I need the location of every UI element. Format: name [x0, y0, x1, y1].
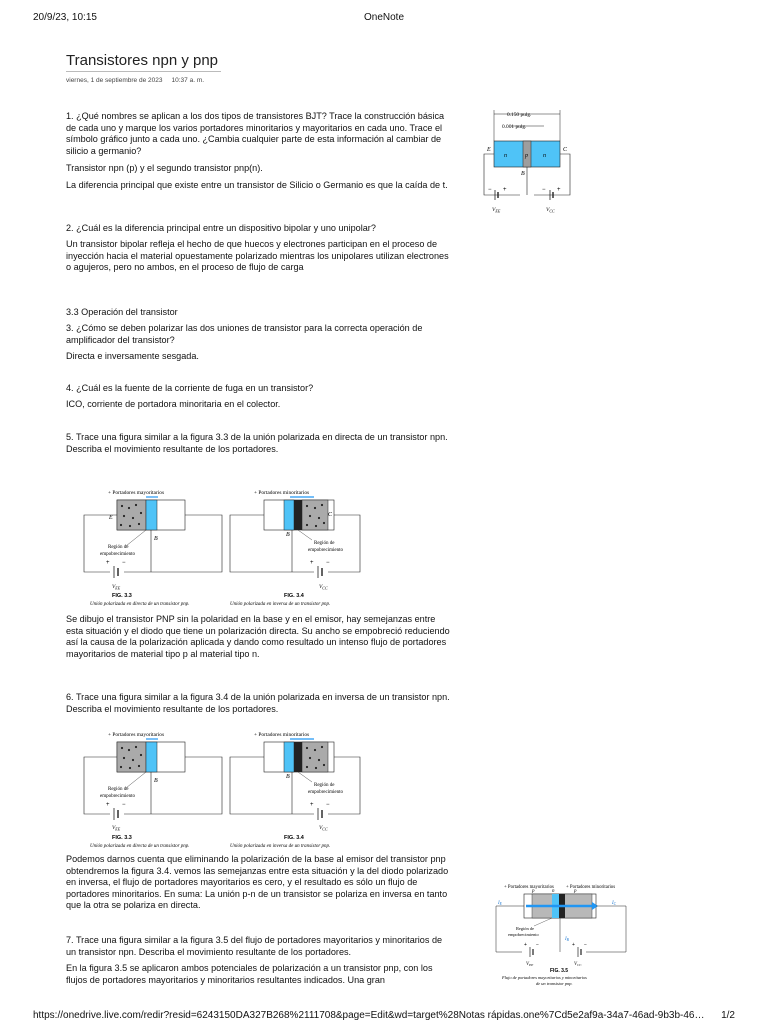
fig35-ie: $I_E$	[498, 901, 502, 907]
question-4: 4. ¿Cuál es la fuente de la corriente de fuga en un transistor?	[66, 383, 314, 393]
question-5: 5. Trace una figura similar a la figura 3.3 de la unión polarizada en directa de un transistor npn. Describa el movimiento resultante de los portadores.	[66, 432, 448, 454]
answer-4: ICO, corriente de portadora minoritaria en el colector.	[66, 399, 281, 409]
print-header	[33, 12, 735, 26]
fig33-caption: Unión polarizada en directa de un transistor pnp.	[90, 602, 190, 607]
collector-type: n	[543, 153, 546, 159]
answer-3: Directa e inversamente sesgada.	[66, 351, 199, 361]
fig33-depletion-2: empobrecimiento	[100, 552, 135, 557]
fig33-plus: +	[106, 802, 110, 808]
fig33-depletion-1: Región de	[108, 545, 129, 550]
dim-label-total: 0.150 pulg.	[507, 112, 532, 118]
fig35-vcc: $V_{CC}$	[574, 962, 582, 968]
fig33-vee: $V_{EE}$	[112, 584, 121, 591]
emitter-type: n	[504, 153, 507, 159]
fig34-plus: +	[310, 802, 314, 808]
dim-label-base: 0.001 pulg.	[502, 124, 527, 130]
fig34-plus: +	[310, 560, 314, 566]
base-type: p	[525, 153, 528, 159]
fig35-depletion-1: Región de	[516, 926, 534, 931]
fig35-vee: $V_{EE}$	[526, 962, 534, 968]
fig-3-4-diagram-repeat	[230, 732, 360, 849]
fig34-collector: C	[328, 512, 333, 518]
print-url: https://onedrive.live.com/redir?resid=6243150DA327B268%2111708&page=Edit&wd=target%28Notas rápidas.one%7Cd5e2af9a-34a7-46ad-9b3b-46…	[33, 1010, 705, 1021]
fig34-number: FIG. 3.4	[284, 835, 304, 841]
transistor-construction-figure	[478, 105, 576, 217]
fig34-depletion-1: Región de	[314, 783, 335, 788]
vcc-label: $V_{CC}$	[546, 207, 555, 214]
fig35-caption-2: de un transistor pnp.	[536, 981, 573, 986]
minority-carriers-label: + Portadores minoritarios	[254, 732, 310, 738]
title-underline	[66, 71, 221, 72]
fig35-majority-label: + Portadores mayoritarios	[504, 885, 554, 890]
page-timestamp	[66, 77, 204, 84]
fig33-plus: +	[106, 560, 110, 566]
question-2: 2. ¿Cuál es la diferencia principal entre un dispositivo bipolar y uno unipolar?	[66, 223, 376, 233]
answer-2: Un transistor bipolar refleja el hecho de que huecos y electrones participan en el proceso de inyección hacia el material opuestamente polarizado mientras los unipolares utilizan electrones o agujeros, pero no ambos, en el proceso de flujo de carga	[66, 239, 449, 273]
fig34-minus: −	[326, 560, 330, 566]
fig35-n: n	[552, 889, 555, 894]
fig35-caption-1: Flujo de portadores mayoritarios y minoritarios	[502, 975, 587, 980]
answer-7: En la figura 3.5 se aplicaron ambos potenciales de polarización a un transistor pnp, con los flujos de portadores mayoritarios y minoritarios resultantes indicados. Una gran	[66, 963, 433, 985]
fig35-vee-plus: +	[524, 942, 527, 948]
print-datetime: 20/9/23, 10:15	[33, 12, 97, 23]
fig33-number: FIG. 3.3	[112, 835, 132, 841]
fig34-depletion-2: empobrecimiento	[308, 548, 343, 553]
fig35-number: FIG. 3.5	[550, 968, 569, 974]
fig33-emitter: E	[109, 515, 113, 521]
majority-carriers-label: + Portadores mayoritarios	[108, 732, 165, 738]
print-app-name: OneNote	[363, 12, 405, 23]
fig-3-5-diagram	[490, 880, 634, 988]
vee-plus: +	[503, 187, 507, 193]
section-3-3-heading: 3.3 Operación del transistor	[66, 307, 178, 317]
question-1: 1. ¿Qué nombres se aplican a los dos tipos de transistores BJT? Trace la construcción básica de cada uno y marque los varios portadores minoritarios y mayoritarios en cada uno. Trace el símbolo gráfico junto a cada uno. ¿Cambia cualquier parte de esta información al cambiar de silicio a germanio?	[66, 111, 445, 156]
fig34-vcc: $V_{CC}$	[319, 825, 328, 832]
fig-3-4-diagram	[230, 490, 360, 607]
page-date: viernes, 1 de septiembre de 2023	[66, 77, 163, 84]
answer-1a: Transistor npn (p) y el segundo transistor pnp(n).	[66, 163, 263, 173]
fig33-number: FIG. 3.3	[112, 593, 132, 599]
question-7: 7. Trace una figura similar a la figura 3.5 del flujo de portadores mayoritarios y minoritarios de un transistor npn. Describa el movimiento resultante de los portadores.	[66, 935, 443, 957]
emitter-label: E	[487, 147, 491, 153]
question-6: 6. Trace una figura similar a la figura 3.4 de la unión polarizada en inversa de un transistor npn. Describa el movimiento resultante de los portadores.	[66, 692, 450, 714]
fig33-base: B	[154, 536, 158, 542]
fig35-minority-label: + Portadores minoritarios	[566, 885, 616, 890]
question-3: 3. ¿Cómo se deben polarizar las dos uniones de transistor para la correcta operación de amplificador del transistor?	[66, 323, 423, 345]
fig33-minus: −	[122, 802, 126, 808]
fig33-caption: Unión polarizada en directa de un transistor pnp.	[90, 844, 190, 849]
fig35-ib: $I_B$	[565, 937, 569, 943]
majority-carriers-label: + Portadores mayoritarios	[108, 490, 165, 496]
vcc-minus: −	[542, 187, 546, 193]
vcc-plus: +	[557, 187, 561, 193]
fig35-vee-minus: −	[536, 942, 539, 948]
vee-label: $V_{EE}$	[492, 207, 501, 214]
page-number: 1/2	[721, 1010, 735, 1021]
fig35-depletion-2: empobrecimiento	[508, 932, 539, 937]
fig34-caption: Unión polarizada en inversa de un transistor pnp.	[230, 844, 331, 849]
answer-5: Se dibujo el transistor PNP sin la polaridad en la base y en el emisor, hay semejanzas entre esta situación y el diodo que tiene un polarización directa. Su ancho se empobreció reduciendo así la causa de la polarización aplicada y dando como resultado un intenso flujo de portadores mayoritarios de material tipo p al material tipo n.	[66, 614, 450, 659]
fig34-base: B	[286, 532, 290, 538]
answer-6: Podemos darnos cuenta que eliminando la polarización de la base al emisor del transistor pnp obtendremos la figura 3.4. vemos las semejanzas entre esta situación y la del diodo polarizado en inversa, el flujo de portadores mayoritarios es cero, y el resultado es sólo un flujo de portadores minoritarios. En suma: La unión p-n de un transistor se polariza en inversa en tanto que la otra se polariza en directa.	[66, 854, 449, 911]
fig35-vcc-plus: +	[572, 942, 575, 948]
answer-1b: La diferencia principal que existe entre un transistor de Silicio o Germanio es que la caída de t.	[66, 180, 448, 190]
fig-3-3-diagram-repeat	[84, 732, 222, 849]
fig34-caption: Unión polarizada en inversa de un transistor pnp.	[230, 602, 331, 607]
fig33-depletion-2: empobrecimiento	[100, 794, 135, 799]
fig33-base: B	[154, 778, 158, 784]
fig34-depletion-1: Región de	[314, 541, 335, 546]
page-title: Transistores npn y pnp	[66, 52, 219, 69]
figures-3-3-3-4-top	[64, 478, 366, 610]
fig34-base: B	[286, 774, 290, 780]
fig-3-3-diagram	[84, 490, 222, 607]
fig34-depletion-2: empobrecimiento	[308, 790, 343, 795]
collector-label: C	[563, 147, 568, 153]
fig35-ic: $I_C$	[612, 901, 617, 907]
fig34-number: FIG. 3.4	[284, 593, 304, 599]
base-label: B	[521, 171, 525, 177]
fig33-minus: −	[122, 560, 126, 566]
fig33-vee: $V_{EE}$	[112, 825, 121, 832]
fig35-p-left: p	[532, 889, 535, 894]
fig35-vcc-minus: −	[584, 942, 587, 948]
fig33-depletion-1: Región de	[108, 787, 129, 792]
fig34-vcc: $V_{CC}$	[319, 584, 328, 591]
page-time: 10:37 a. m.	[171, 77, 205, 84]
figures-3-3-3-4-bottom	[64, 724, 366, 852]
vee-minus: −	[488, 187, 492, 193]
fig35-p-right: p	[574, 889, 577, 894]
minority-carriers-label: + Portadores minoritarios	[254, 490, 310, 496]
fig34-minus: −	[326, 802, 330, 808]
